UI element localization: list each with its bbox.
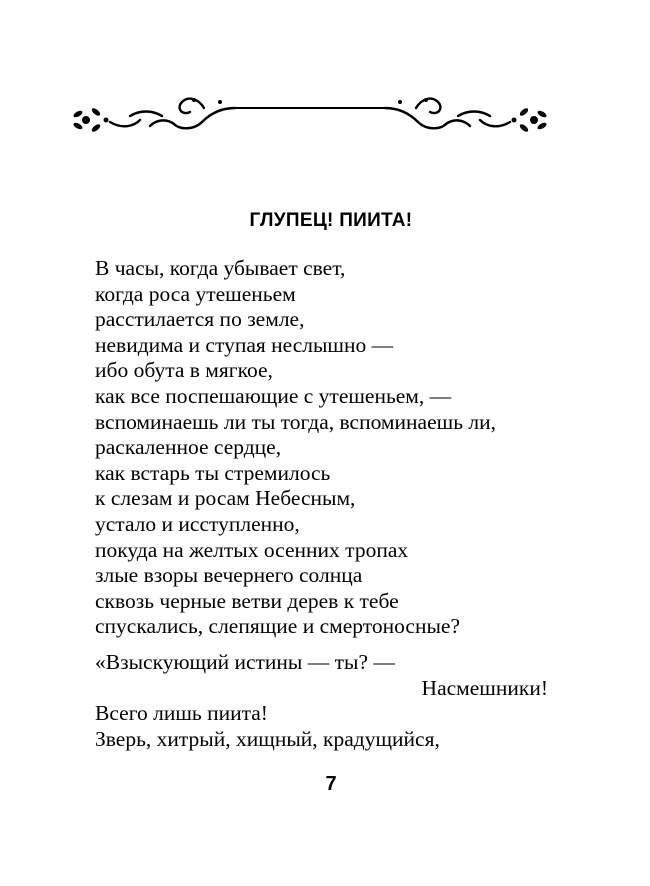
poem-stanza-2 [95, 650, 548, 752]
poem-line: раскаленное сердце, [95, 435, 282, 460]
poem-line: Всего лишь пиита! [95, 701, 268, 726]
poem-line: ибо обута в мягкое, [95, 358, 273, 383]
floral-divider-icon [70, 92, 550, 140]
poem-line: сквозь черные ветви дерев к тебе [95, 588, 399, 613]
poem-line: к слезам и росам Небесным, [95, 486, 356, 511]
poem-line: Зверь, хитрый, хищный, крадущийся, [95, 726, 440, 751]
poem-line: устало и исступленно, [95, 511, 300, 536]
page-number: 7 [325, 773, 337, 795]
poem-line-indented: Насмешники! [421, 675, 548, 700]
poem-stanza-1 [95, 256, 496, 640]
poem-line: В часы, когда убывает свет, [95, 256, 346, 280]
poem-line: вспоминаешь ли ты тогда, вспоминаешь ли, [95, 409, 496, 434]
poem-line: расстилается по земле, [95, 307, 305, 332]
poem-line: «Взыскующий истины — ты? — [95, 650, 395, 674]
poem-line: как все поспешающие с утешеньем, — [95, 383, 452, 408]
poem-line: злые взоры вечернего солнца [95, 563, 363, 588]
poem-title: ГЛУПЕЦ! ПИИТА! [249, 210, 413, 231]
poem-line: покуда на желтых осенних тропах [95, 537, 409, 562]
poem-line: когда роса утешеньем [95, 281, 296, 306]
poem-line: спускались, слепящие и смертоносные? [95, 614, 460, 639]
poem-line: невидима и ступая неслышно — [95, 332, 394, 357]
poem-line: как встарь ты стремилось [95, 460, 331, 485]
